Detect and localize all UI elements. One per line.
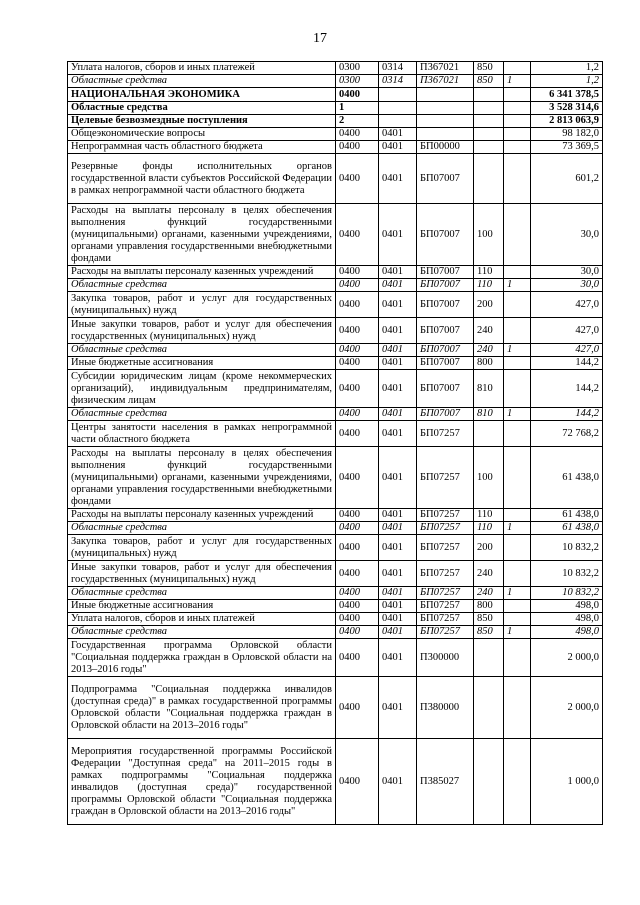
row-name-cell: Иные закупки товаров, работ и услуг для обеспечения государственных (муниципальных) нужд <box>68 318 336 344</box>
article-code-cell <box>417 115 474 128</box>
expense-type-cell <box>474 421 504 447</box>
table-row <box>68 587 603 600</box>
subsection-code-cell: 0401 <box>379 600 417 613</box>
row-name-cell: Целевые безвозмездные поступления <box>68 115 336 128</box>
subsection-code-cell: 0401 <box>379 266 417 279</box>
article-code-cell: БП07007 <box>417 154 474 204</box>
expense-type-cell <box>474 677 504 739</box>
source-code-cell <box>504 535 531 561</box>
sum-cell: 10 832,2 <box>531 561 603 587</box>
section-code-cell: 0400 <box>336 292 379 318</box>
sum-cell: 2 813 063,9 <box>531 115 603 128</box>
row-name-cell: Подпрограмма "Социальная поддержка инвалидов (доступная среда)" в рамках государственной программы Орловской области "Социальная поддержка граждан в Орловской области на 2013–2016 годы" <box>68 677 336 739</box>
source-code-cell <box>504 677 531 739</box>
sum-cell: 1,2 <box>531 62 603 75</box>
sum-cell: 144,2 <box>531 357 603 370</box>
row-name-cell: Государственная программа Орловской области "Социальная поддержка граждан в Орловской области на 2013–2016 годы" <box>68 639 336 677</box>
sum-cell: 61 438,0 <box>531 522 603 535</box>
section-code-cell: 2 <box>336 115 379 128</box>
table-row <box>68 509 603 522</box>
subsection-code-cell: 0401 <box>379 408 417 421</box>
source-code-cell <box>504 561 531 587</box>
source-code-cell <box>504 266 531 279</box>
section-code-cell: 0400 <box>336 677 379 739</box>
source-code-cell <box>504 88 531 102</box>
subsection-code-cell: 0401 <box>379 613 417 626</box>
row-name-cell: Общеэкономические вопросы <box>68 128 336 141</box>
row-name-cell: Иные бюджетные ассигнования <box>68 600 336 613</box>
source-code-cell <box>504 102 531 115</box>
row-name-cell: Областные средства <box>68 344 336 357</box>
row-name-cell: Областные средства <box>68 279 336 292</box>
source-code-cell: 1 <box>504 626 531 639</box>
expense-type-cell: 800 <box>474 357 504 370</box>
table-row <box>68 102 603 115</box>
sum-cell: 427,0 <box>531 344 603 357</box>
article-code-cell: БП07007 <box>417 357 474 370</box>
article-code-cell <box>417 102 474 115</box>
section-code-cell: 0400 <box>336 535 379 561</box>
subsection-code-cell: 0401 <box>379 739 417 825</box>
table-row <box>68 600 603 613</box>
sum-cell: 61 438,0 <box>531 447 603 509</box>
section-code-cell: 0400 <box>336 357 379 370</box>
sum-cell: 30,0 <box>531 266 603 279</box>
expense-type-cell: 100 <box>474 447 504 509</box>
section-code-cell: 0400 <box>336 279 379 292</box>
source-code-cell: 1 <box>504 279 531 292</box>
subsection-code-cell: 0314 <box>379 75 417 88</box>
row-name-cell: Расходы на выплаты персоналу в целях обеспечения выполнения функций государственными (муниципальными) органами, казенными учреждениями, органами управления государственными внебюджетными фондами <box>68 447 336 509</box>
sum-cell: 30,0 <box>531 279 603 292</box>
sum-cell: 601,2 <box>531 154 603 204</box>
article-code-cell: БП07257 <box>417 421 474 447</box>
article-code-cell: БП07007 <box>417 344 474 357</box>
source-code-cell <box>504 128 531 141</box>
source-code-cell <box>504 739 531 825</box>
article-code-cell: БП07257 <box>417 509 474 522</box>
sum-cell: 98 182,0 <box>531 128 603 141</box>
row-name-cell: Уплата налогов, сборов и иных платежей <box>68 613 336 626</box>
article-code-cell: БП07257 <box>417 587 474 600</box>
subsection-code-cell: 0401 <box>379 370 417 408</box>
article-code-cell <box>417 88 474 102</box>
article-code-cell: БП07007 <box>417 292 474 318</box>
source-code-cell <box>504 613 531 626</box>
sum-cell: 427,0 <box>531 318 603 344</box>
subsection-code-cell: 0401 <box>379 522 417 535</box>
table-row <box>68 626 603 639</box>
source-code-cell <box>504 204 531 266</box>
source-code-cell <box>504 357 531 370</box>
article-code-cell: П367021 <box>417 62 474 75</box>
article-code-cell: П385027 <box>417 739 474 825</box>
subsection-code-cell: 0401 <box>379 318 417 344</box>
subsection-code-cell: 0401 <box>379 626 417 639</box>
sum-cell: 144,2 <box>531 370 603 408</box>
sum-cell: 1,2 <box>531 75 603 88</box>
row-name-cell: Уплата налогов, сборов и иных платежей <box>68 62 336 75</box>
source-code-cell <box>504 292 531 318</box>
expense-type-cell: 110 <box>474 266 504 279</box>
table-row <box>68 421 603 447</box>
article-code-cell: БП07007 <box>417 204 474 266</box>
row-name-cell: Закупка товаров, работ и услуг для государственных (муниципальных) нужд <box>68 292 336 318</box>
table-row <box>68 408 603 421</box>
sum-cell: 10 832,2 <box>531 535 603 561</box>
article-code-cell: БП07007 <box>417 318 474 344</box>
sum-cell: 2 000,0 <box>531 677 603 739</box>
section-code-cell: 0400 <box>336 266 379 279</box>
subsection-code-cell: 0401 <box>379 509 417 522</box>
source-code-cell <box>504 421 531 447</box>
article-code-cell: БП07257 <box>417 522 474 535</box>
subsection-code-cell: 0401 <box>379 677 417 739</box>
article-code-cell: БП07007 <box>417 408 474 421</box>
row-name-cell: Областные средства <box>68 587 336 600</box>
table-row <box>68 370 603 408</box>
expense-type-cell: 850 <box>474 62 504 75</box>
article-code-cell: БП07257 <box>417 626 474 639</box>
table-row <box>68 561 603 587</box>
table-row <box>68 447 603 509</box>
expense-type-cell: 240 <box>474 587 504 600</box>
source-code-cell <box>504 639 531 677</box>
section-code-cell: 0400 <box>336 739 379 825</box>
expense-type-cell <box>474 639 504 677</box>
table-row <box>68 739 603 825</box>
expense-type-cell <box>474 154 504 204</box>
source-code-cell <box>504 447 531 509</box>
section-code-cell: 0400 <box>336 639 379 677</box>
subsection-code-cell: 0401 <box>379 535 417 561</box>
expense-type-cell: 200 <box>474 292 504 318</box>
article-code-cell: БП07257 <box>417 561 474 587</box>
section-code-cell: 0400 <box>336 421 379 447</box>
row-name-cell: Расходы на выплаты персоналу казенных учреждений <box>68 509 336 522</box>
article-code-cell: БП07257 <box>417 600 474 613</box>
expense-type-cell: 110 <box>474 509 504 522</box>
expense-type-cell: 110 <box>474 279 504 292</box>
budget-table <box>67 61 603 825</box>
subsection-code-cell: 0401 <box>379 421 417 447</box>
sum-cell: 10 832,2 <box>531 587 603 600</box>
source-code-cell <box>504 600 531 613</box>
row-name-cell: Областные средства <box>68 522 336 535</box>
expense-type-cell: 240 <box>474 344 504 357</box>
row-name-cell: НАЦИОНАЛЬНАЯ ЭКОНОМИКА <box>68 88 336 102</box>
sum-cell: 72 768,2 <box>531 421 603 447</box>
subsection-code-cell <box>379 102 417 115</box>
table-row <box>68 344 603 357</box>
row-name-cell: Расходы на выплаты персоналу в целях обеспечения выполнения функций государственными (муниципальными) органами, казенными учреждениями, органами управления государственными внебюджетными фондами <box>68 204 336 266</box>
article-code-cell: БП00000 <box>417 141 474 154</box>
table-row <box>68 613 603 626</box>
article-code-cell: П367021 <box>417 75 474 88</box>
table-row <box>68 266 603 279</box>
article-code-cell: П300000 <box>417 639 474 677</box>
subsection-code-cell <box>379 88 417 102</box>
expense-type-cell <box>474 739 504 825</box>
expense-type-cell: 100 <box>474 204 504 266</box>
source-code-cell: 1 <box>504 344 531 357</box>
subsection-code-cell: 0401 <box>379 292 417 318</box>
expense-type-cell: 810 <box>474 408 504 421</box>
sum-cell: 73 369,5 <box>531 141 603 154</box>
subsection-code-cell: 0401 <box>379 447 417 509</box>
table-row <box>68 141 603 154</box>
row-name-cell: Областные средства <box>68 626 336 639</box>
article-code-cell: БП07257 <box>417 613 474 626</box>
table-row <box>68 128 603 141</box>
source-code-cell <box>504 62 531 75</box>
page-number: 17 <box>313 31 327 46</box>
section-code-cell: 0400 <box>336 509 379 522</box>
subsection-code-cell: 0401 <box>379 204 417 266</box>
expense-type-cell <box>474 141 504 154</box>
budget-table-body <box>68 62 603 825</box>
sum-cell: 1 000,0 <box>531 739 603 825</box>
row-name-cell: Непрограммная часть областного бюджета <box>68 141 336 154</box>
section-code-cell: 0400 <box>336 587 379 600</box>
table-row <box>68 292 603 318</box>
row-name-cell: Резервные фонды исполнительных органов государственной власти субъектов Российской Федерации в рамках непрограммной части областного бюджета <box>68 154 336 204</box>
row-name-cell: Иные бюджетные ассигнования <box>68 357 336 370</box>
subsection-code-cell: 0314 <box>379 62 417 75</box>
expense-type-cell <box>474 102 504 115</box>
subsection-code-cell: 0401 <box>379 141 417 154</box>
table-row <box>68 677 603 739</box>
source-code-cell: 1 <box>504 522 531 535</box>
table-row <box>68 154 603 204</box>
section-code-cell: 0300 <box>336 62 379 75</box>
subsection-code-cell: 0401 <box>379 279 417 292</box>
article-code-cell: П380000 <box>417 677 474 739</box>
expense-type-cell: 850 <box>474 626 504 639</box>
sum-cell: 3 528 314,6 <box>531 102 603 115</box>
row-name-cell: Областные средства <box>68 102 336 115</box>
row-name-cell: Субсидии юридическим лицам (кроме некоммерческих организаций), индивидуальным предпринимателям, физическим лицам <box>68 370 336 408</box>
section-code-cell: 0400 <box>336 154 379 204</box>
subsection-code-cell: 0401 <box>379 639 417 677</box>
table-row <box>68 318 603 344</box>
article-code-cell: БП07257 <box>417 447 474 509</box>
section-code-cell: 0400 <box>336 613 379 626</box>
source-code-cell <box>504 141 531 154</box>
article-code-cell: БП07007 <box>417 279 474 292</box>
table-row <box>68 279 603 292</box>
expense-type-cell <box>474 128 504 141</box>
sum-cell: 498,0 <box>531 626 603 639</box>
table-row <box>68 62 603 75</box>
section-code-cell: 0400 <box>336 447 379 509</box>
expense-type-cell: 800 <box>474 600 504 613</box>
source-code-cell <box>504 318 531 344</box>
sum-cell: 144,2 <box>531 408 603 421</box>
section-code-cell: 0400 <box>336 344 379 357</box>
expense-type-cell: 810 <box>474 370 504 408</box>
row-name-cell: Областные средства <box>68 75 336 88</box>
source-code-cell: 1 <box>504 587 531 600</box>
expense-type-cell <box>474 115 504 128</box>
source-code-cell: 1 <box>504 408 531 421</box>
subsection-code-cell: 0401 <box>379 128 417 141</box>
section-code-cell: 0400 <box>336 318 379 344</box>
expense-type-cell: 240 <box>474 561 504 587</box>
row-name-cell: Мероприятия государственной программы Российской Федерации "Доступная среда" на 2011–2015 годы в рамках подпрограммы "Социальная поддержка инвалидов (доступная среда)" государственной программы Орловской области "Социальная поддержка граждан в Орловской области на 2013–2016 годы" <box>68 739 336 825</box>
sum-cell: 498,0 <box>531 600 603 613</box>
table-row <box>68 115 603 128</box>
expense-type-cell: 850 <box>474 613 504 626</box>
section-code-cell: 0400 <box>336 128 379 141</box>
section-code-cell: 0400 <box>336 600 379 613</box>
row-name-cell: Иные закупки товаров, работ и услуг для обеспечения государственных (муниципальных) нужд <box>68 561 336 587</box>
table-row <box>68 75 603 88</box>
row-name-cell: Центры занятости населения в рамках непрограммной части областного бюджета <box>68 421 336 447</box>
section-code-cell: 0400 <box>336 561 379 587</box>
expense-type-cell: 200 <box>474 535 504 561</box>
section-code-cell: 0400 <box>336 88 379 102</box>
article-code-cell: БП07007 <box>417 266 474 279</box>
table-row <box>68 535 603 561</box>
section-code-cell: 0400 <box>336 370 379 408</box>
table-row <box>68 357 603 370</box>
article-code-cell <box>417 128 474 141</box>
subsection-code-cell <box>379 115 417 128</box>
expense-type-cell <box>474 88 504 102</box>
section-code-cell: 0400 <box>336 204 379 266</box>
section-code-cell: 1 <box>336 102 379 115</box>
source-code-cell <box>504 509 531 522</box>
table-row <box>68 88 603 102</box>
sum-cell: 61 438,0 <box>531 509 603 522</box>
sum-cell: 6 341 378,5 <box>531 88 603 102</box>
sum-cell: 498,0 <box>531 613 603 626</box>
source-code-cell <box>504 370 531 408</box>
sum-cell: 2 000,0 <box>531 639 603 677</box>
subsection-code-cell: 0401 <box>379 561 417 587</box>
article-code-cell: БП07257 <box>417 535 474 561</box>
section-code-cell: 0400 <box>336 522 379 535</box>
expense-type-cell: 240 <box>474 318 504 344</box>
table-row <box>68 204 603 266</box>
subsection-code-cell: 0401 <box>379 154 417 204</box>
subsection-code-cell: 0401 <box>379 357 417 370</box>
section-code-cell: 0400 <box>336 626 379 639</box>
subsection-code-cell: 0401 <box>379 344 417 357</box>
table-row <box>68 639 603 677</box>
article-code-cell: БП07007 <box>417 370 474 408</box>
source-code-cell <box>504 154 531 204</box>
expense-type-cell: 110 <box>474 522 504 535</box>
sum-cell: 427,0 <box>531 292 603 318</box>
subsection-code-cell: 0401 <box>379 587 417 600</box>
table-row <box>68 522 603 535</box>
section-code-cell: 0400 <box>336 408 379 421</box>
section-code-cell: 0400 <box>336 141 379 154</box>
source-code-cell: 1 <box>504 75 531 88</box>
source-code-cell <box>504 115 531 128</box>
row-name-cell: Областные средства <box>68 408 336 421</box>
expense-type-cell: 850 <box>474 75 504 88</box>
section-code-cell: 0300 <box>336 75 379 88</box>
row-name-cell: Расходы на выплаты персоналу казенных учреждений <box>68 266 336 279</box>
sum-cell: 30,0 <box>531 204 603 266</box>
row-name-cell: Закупка товаров, работ и услуг для государственных (муниципальных) нужд <box>68 535 336 561</box>
